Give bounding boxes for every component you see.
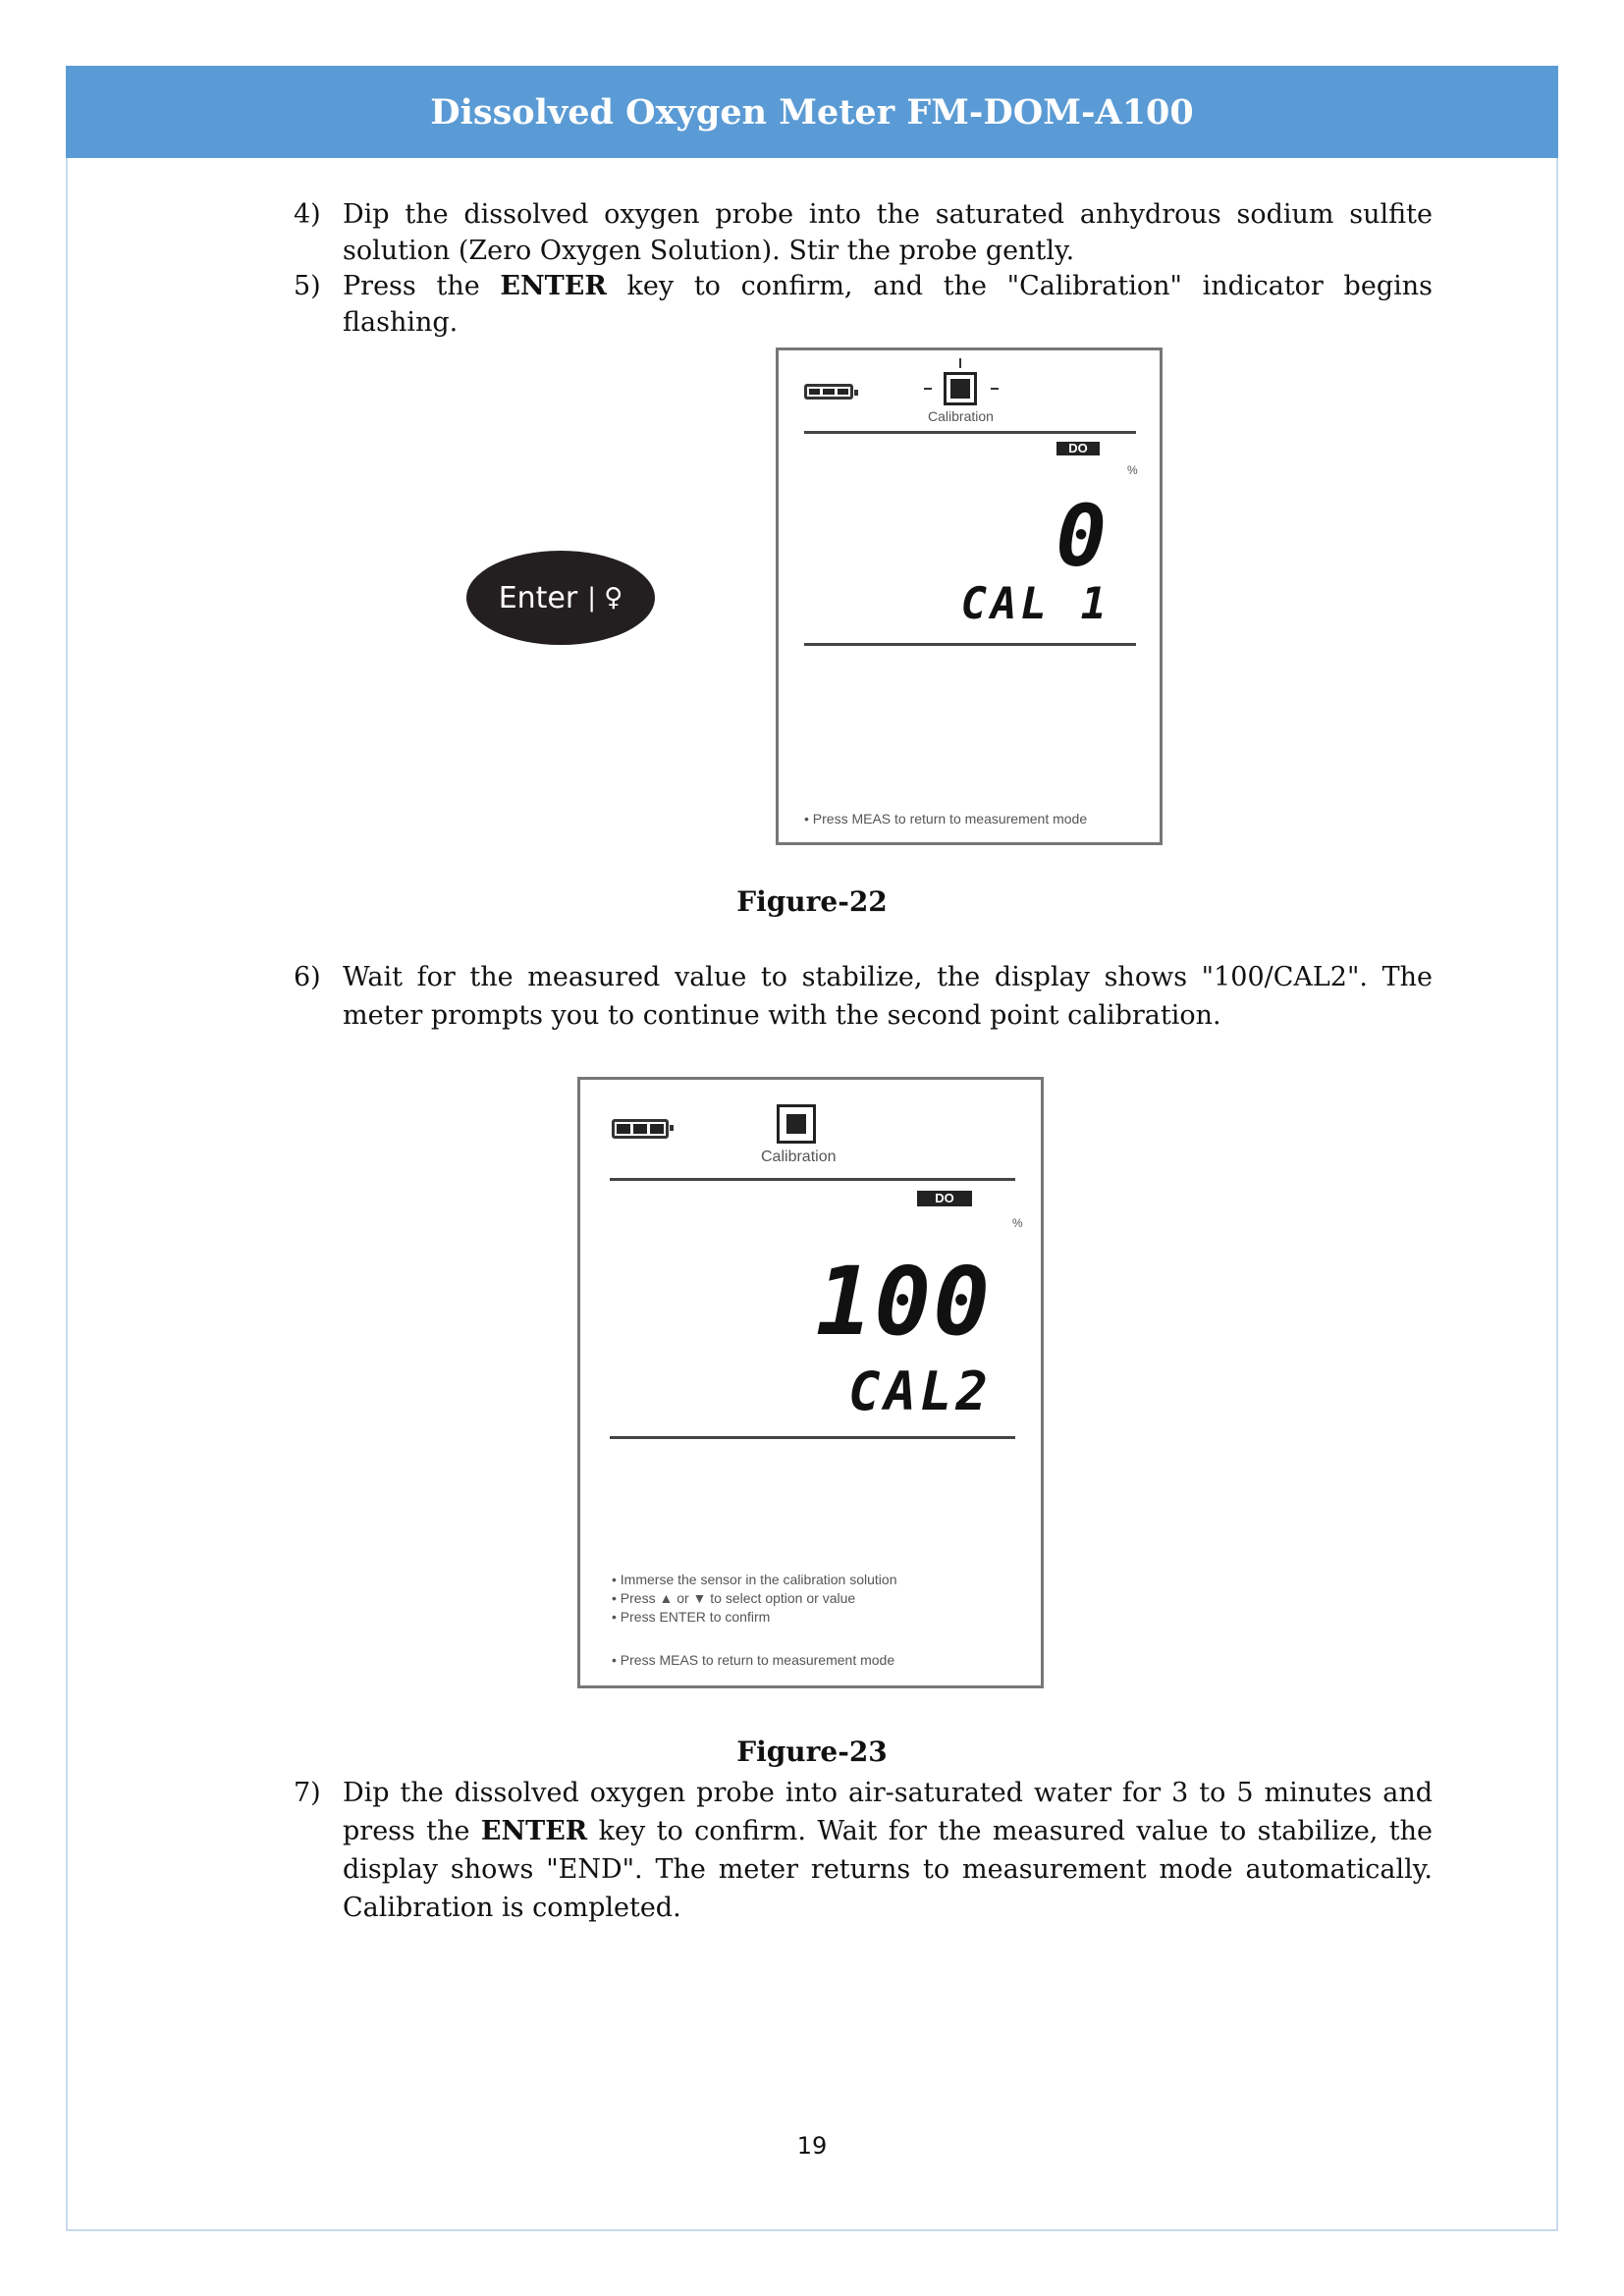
unit-label: % xyxy=(1012,1216,1023,1230)
reading-value: 0 xyxy=(1056,488,1110,586)
step-number: 6) xyxy=(294,962,321,992)
hint-line: • Press MEAS to return to measurement mode xyxy=(612,1652,895,1668)
step-number: 4) xyxy=(294,199,321,230)
step-text: Wait for the measured value to stabilize, the display shows "100/CAL2". The meter prompts you to continue with the second point calibration. xyxy=(343,962,1433,1031)
step-7 xyxy=(294,1774,1433,1927)
hint-line: • Immerse the sensor in the calibration solution xyxy=(612,1572,897,1587)
step-5 xyxy=(294,268,1433,341)
figure-caption: Figure-23 xyxy=(736,1735,888,1768)
calibration-label: Calibration xyxy=(761,1148,837,1165)
calibration-status: CAL 1 xyxy=(960,579,1110,629)
hint-list xyxy=(612,1571,897,1627)
header-title: Dissolved Oxygen Meter FM-DOM-A100 xyxy=(430,91,1194,133)
step-text: Press the ENTER key to confirm, and the "Calibration" indicator begins flashing. xyxy=(343,271,1433,338)
step-number: 5) xyxy=(294,271,321,301)
battery-icon xyxy=(804,384,853,400)
reading-value: 100 xyxy=(815,1247,992,1357)
enter-key-label: Enter xyxy=(498,580,578,615)
step-text: Dip the dissolved oxygen probe into the saturated anhydrous sodium sulfite solution (Zero Oxygen Solution). Stir the probe gently. xyxy=(343,199,1433,266)
mode-badge: DO xyxy=(1056,442,1100,455)
calibration-icon xyxy=(777,1104,816,1144)
battery-icon xyxy=(612,1119,669,1139)
hint-line: • Press ENTER to confirm xyxy=(612,1609,771,1625)
lcd-display-figure-22 xyxy=(776,347,1163,845)
lcd-display-figure-23 xyxy=(577,1077,1044,1688)
calibration-icon xyxy=(944,372,977,405)
enter-key-illustration xyxy=(466,551,655,645)
step-number: 7) xyxy=(294,1778,321,1808)
step-4 xyxy=(294,196,1433,269)
page-number: 19 xyxy=(796,2132,828,2160)
calibration-label: Calibration xyxy=(928,408,994,424)
unit-label: % xyxy=(1127,463,1138,477)
step-text: Dip the dissolved oxygen probe into air-saturated water for 3 to 5 minutes and press the ENTER key to confirm. Wait for the measured value to stabilize, the display shows "END". The meter returns to measurement mode automatically. Calibration is completed. xyxy=(343,1778,1433,1923)
page-header xyxy=(66,66,1558,158)
backlight-bulb-icon: | ♀ xyxy=(587,583,623,613)
step-6 xyxy=(294,958,1433,1035)
mode-badge: DO xyxy=(917,1191,972,1206)
hint-line: • Press ▲ or ▼ to select option or value xyxy=(612,1590,856,1606)
hint-line: • Press MEAS to return to measurement mode xyxy=(804,811,1088,827)
figure-caption: Figure-22 xyxy=(736,885,888,918)
calibration-status: CAL2 xyxy=(847,1361,992,1422)
